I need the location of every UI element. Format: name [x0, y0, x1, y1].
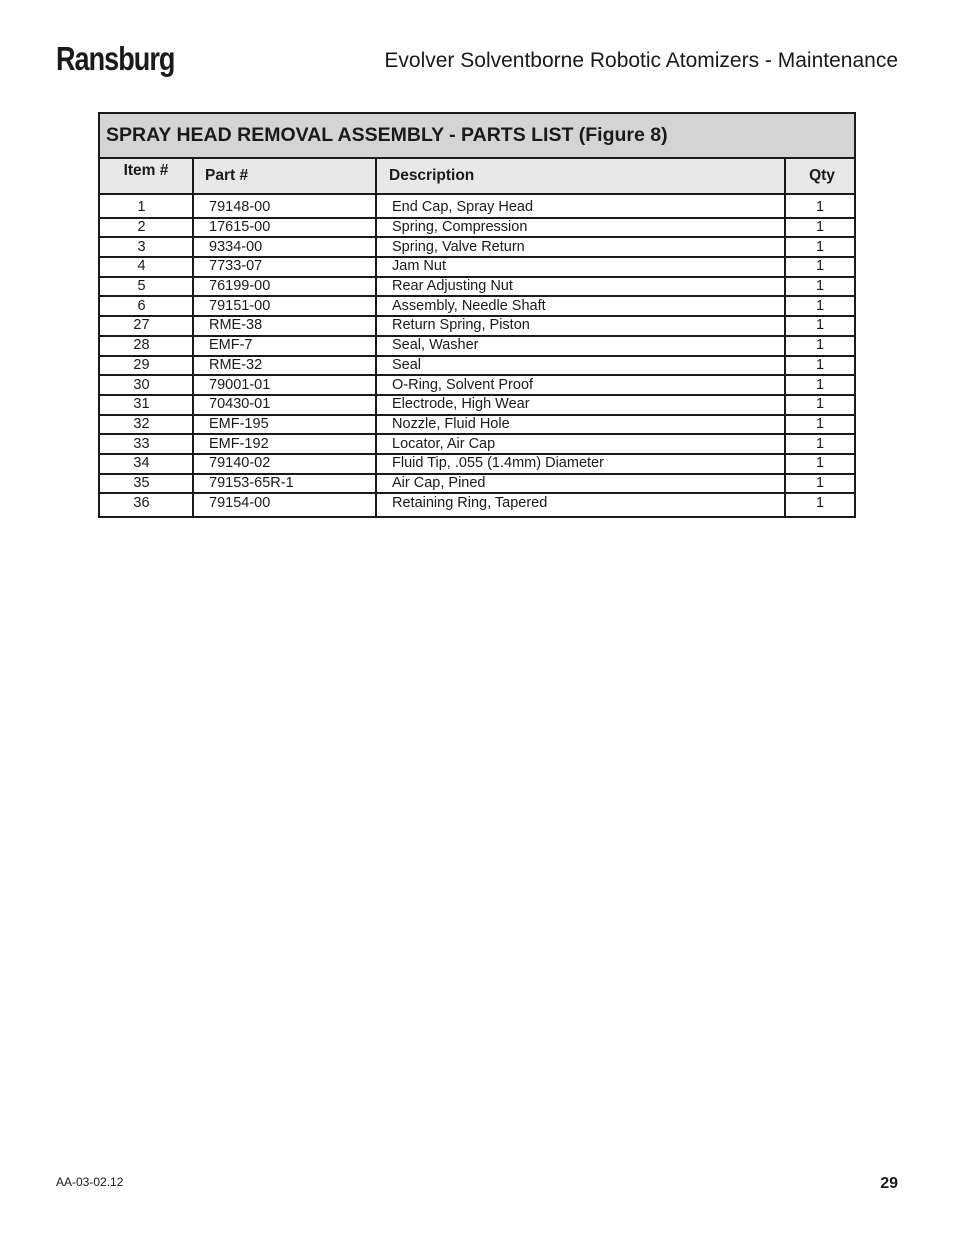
part-number-cell: RME-32 [193, 356, 376, 376]
part-number-cell: 79148-00 [193, 194, 376, 218]
description-cell: Air Cap, Pined [376, 474, 785, 494]
part-number-cell: 79151-00 [193, 296, 376, 316]
description-cell: Electrode, High Wear [376, 395, 785, 415]
part-number-cell: 79001-01 [193, 375, 376, 395]
item-number-cell: 2 [99, 218, 193, 238]
part-number-cell: EMF-195 [193, 415, 376, 435]
description-cell: Rear Adjusting Nut [376, 277, 785, 297]
part-number-cell: 79140-02 [193, 454, 376, 474]
table-row [99, 434, 855, 454]
item-number-cell: 32 [99, 415, 193, 435]
quantity-cell: 1 [785, 336, 855, 356]
quantity-cell: 1 [785, 395, 855, 415]
part-number-cell: EMF-7 [193, 336, 376, 356]
item-number-cell: 31 [99, 395, 193, 415]
description-cell: Spring, Valve Return [376, 237, 785, 257]
part-number-cell: 79154-00 [193, 493, 376, 517]
table-row [99, 277, 855, 297]
column-header-part: Part # [193, 158, 376, 194]
quantity-cell: 1 [785, 454, 855, 474]
description-cell: O-Ring, Solvent Proof [376, 375, 785, 395]
ransburg-logo: Ransburg [56, 40, 175, 77]
table-row [99, 395, 855, 415]
table-row [99, 218, 855, 238]
quantity-cell: 1 [785, 375, 855, 395]
table-row [99, 237, 855, 257]
table-row [99, 454, 855, 474]
table-row [99, 375, 855, 395]
item-number-cell: 34 [99, 454, 193, 474]
part-number-cell: 17615-00 [193, 218, 376, 238]
item-number-cell: 36 [99, 493, 193, 517]
table-row [99, 415, 855, 435]
part-number-cell: 9334-00 [193, 237, 376, 257]
quantity-cell: 1 [785, 296, 855, 316]
column-header-item: Item # [99, 158, 193, 194]
description-cell: Locator, Air Cap [376, 434, 785, 454]
item-number-cell: 4 [99, 257, 193, 277]
table-row [99, 356, 855, 376]
part-number-cell: 70430-01 [193, 395, 376, 415]
table-row [99, 194, 855, 218]
item-number-cell: 33 [99, 434, 193, 454]
description-cell: Return Spring, Piston [376, 316, 785, 336]
quantity-cell: 1 [785, 493, 855, 517]
description-cell: Seal, Washer [376, 336, 785, 356]
document-title: Evolver Solventborne Robotic Atomizers - Maintenance [384, 49, 898, 72]
description-cell: Spring, Compression [376, 218, 785, 238]
quantity-cell: 1 [785, 194, 855, 218]
item-number-cell: 29 [99, 356, 193, 376]
item-number-cell: 35 [99, 474, 193, 494]
item-number-cell: 30 [99, 375, 193, 395]
table-row [99, 316, 855, 336]
part-number-cell: RME-38 [193, 316, 376, 336]
column-header-qty: Qty [785, 158, 855, 194]
item-number-cell: 6 [99, 296, 193, 316]
table-row [99, 474, 855, 494]
description-cell: Fluid Tip, .055 (1.4mm) Diameter [376, 454, 785, 474]
document-code: AA-03-02.12 [56, 1175, 124, 1189]
table-header-row [99, 158, 855, 194]
quantity-cell: 1 [785, 356, 855, 376]
table-row [99, 296, 855, 316]
column-header-description: Description [376, 158, 785, 194]
quantity-cell: 1 [785, 415, 855, 435]
item-number-cell: 28 [99, 336, 193, 356]
description-cell: Jam Nut [376, 257, 785, 277]
quantity-cell: 1 [785, 277, 855, 297]
table-row [99, 493, 855, 517]
table-title: SPRAY HEAD REMOVAL ASSEMBLY - PARTS LIST (Figure 8) [99, 113, 855, 158]
description-cell: Assembly, Needle Shaft [376, 296, 785, 316]
item-number-cell: 5 [99, 277, 193, 297]
description-cell: End Cap, Spray Head [376, 194, 785, 218]
table-body [99, 194, 855, 517]
description-cell: Seal [376, 356, 785, 376]
quantity-cell: 1 [785, 434, 855, 454]
quantity-cell: 1 [785, 237, 855, 257]
table-row [99, 257, 855, 277]
quantity-cell: 1 [785, 474, 855, 494]
description-cell: Retaining Ring, Tapered [376, 493, 785, 517]
part-number-cell: 79153-65R-1 [193, 474, 376, 494]
table-row [99, 336, 855, 356]
part-number-cell: EMF-192 [193, 434, 376, 454]
item-number-cell: 1 [99, 194, 193, 218]
page-number: 29 [880, 1175, 898, 1192]
quantity-cell: 1 [785, 316, 855, 336]
item-number-cell: 27 [99, 316, 193, 336]
description-cell: Nozzle, Fluid Hole [376, 415, 785, 435]
part-number-cell: 76199-00 [193, 277, 376, 297]
item-number-cell: 3 [99, 237, 193, 257]
part-number-cell: 7733-07 [193, 257, 376, 277]
quantity-cell: 1 [785, 257, 855, 277]
quantity-cell: 1 [785, 218, 855, 238]
parts-list-table [98, 112, 856, 518]
